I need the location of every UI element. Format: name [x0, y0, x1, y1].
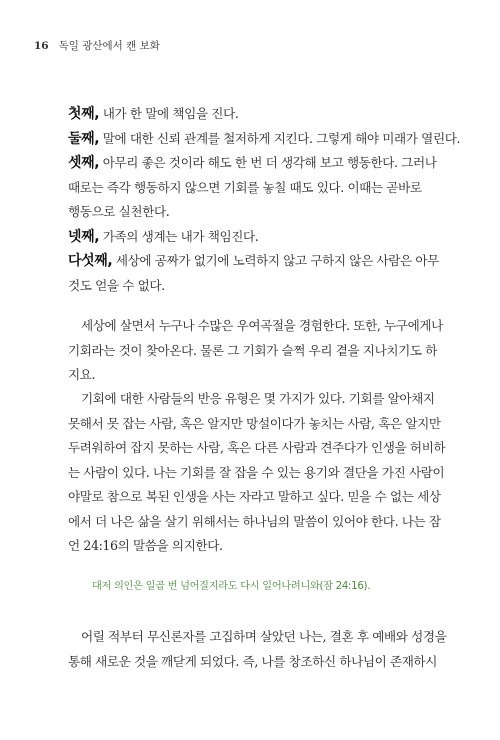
principle-keyword: 다섯째,	[68, 253, 113, 269]
text-line: 는 사람이 있다. 나는 기회를 잘 잡을 수 있는 용기와 결단을 가진 사람이	[68, 464, 445, 480]
text-line: 에서 더 나은 삶을 살기 위해서는 하나님의 말씀이 있어야 한다. 나는 잠	[68, 513, 441, 529]
text-line: 기회라는 것이 찾아온다. 물론 그 기회가 슬쩍 우리 곁을 지나치기도 하	[68, 342, 438, 358]
principle-item	[68, 249, 450, 298]
text-line: 못해서 못 잡는 사람, 혹은 알지만 망설이다가 놓치는 사람, 혹은 알지만	[68, 415, 441, 431]
principle-item	[68, 102, 450, 127]
text-line: 통해 새로운 것을 깨닫게 되었다. 즉, 나를 창조하신 하나님이 존재하시	[68, 653, 438, 669]
text-line: 기회에 대한 사람들의 반응 유형은 몇 가지가 있다. 기회를 알아채지	[81, 391, 435, 406]
principle-text: 행동으로 실천한다.	[68, 204, 170, 219]
body-paragraph	[68, 625, 450, 674]
principle-text: 세상에 공짜가 없기에 노력하지 않고 구하지 않은 사람은 아무	[112, 253, 439, 268]
principles-list	[68, 102, 461, 298]
page-number: 16	[34, 40, 49, 52]
principle-item	[68, 151, 450, 225]
principle-text: 가족의 생계는 내가 책임진다.	[99, 228, 259, 244]
principle-text: 말에 대한 신뢰 관계를 철저하게 지킨다. 그렇게 해야 미래가 열린다.	[99, 130, 461, 146]
principle-keyword: 셋째,	[68, 155, 100, 171]
principle-keyword: 첫째,	[68, 106, 100, 122]
running-title: 독일 광산에서 캔 보화	[58, 40, 160, 52]
principle-text: 내가 한 말에 책임을 진다.	[99, 106, 239, 121]
principle-text: 때로는 즉각 행동하지 않으면 기회를 놓칠 때도 있다. 이때는 곧바로	[68, 179, 422, 195]
principle-keyword: 넷째,	[68, 228, 100, 245]
scripture-quote: 대저 의인은 일곱 번 넘어질지라도 다시 일어나려니와(잠 24:16).	[92, 581, 371, 592]
running-head	[34, 38, 160, 53]
principle-item	[68, 127, 461, 152]
text-line: 두려워하여 잡지 못하는 사람, 혹은 다른 사람과 견주다가 인생을 허비하	[68, 440, 446, 455]
principle-keyword: 둘째,	[68, 130, 100, 147]
text-line: 세상에 살면서 누구나 수많은 우여곡절을 경험한다. 또한, 누구에게나	[81, 318, 443, 333]
text-line: 지요.	[68, 367, 96, 382]
principle-item	[68, 225, 450, 250]
text-line: 언 24:16의 말씀을 의지한다.	[68, 538, 223, 553]
text-line: 야말로 참으로 복된 인생을 사는 자라고 말하고 싶다. 믿을 수 없는 세상	[68, 489, 441, 504]
principle-text: 아무리 좋은 것이라 해도 한 번 더 생각해 보고 행동한다. 그러나	[99, 155, 437, 170]
text-line: 어릴 적부터 무신론자를 고집하며 살았던 나는, 결혼 후 예배와 성경을	[81, 629, 447, 644]
body-paragraph	[68, 314, 450, 388]
body-paragraph	[68, 387, 450, 559]
principle-text: 것도 얻을 수 없다.	[68, 277, 165, 293]
